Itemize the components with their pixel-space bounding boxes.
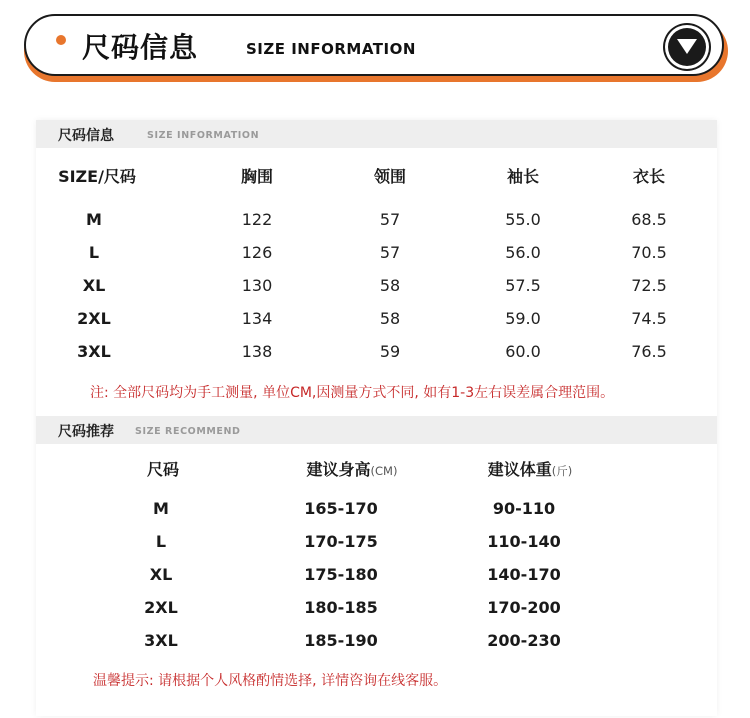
size-recommend-title: 尺码推荐 <box>58 424 114 440</box>
height-unit: (CM) <box>370 464 398 478</box>
size-label: L <box>155 532 167 551</box>
neck-value: 58 <box>379 309 401 328</box>
weight-value: 140-170 <box>487 565 561 584</box>
chest-value: 138 <box>241 342 273 361</box>
weight-value: 110-140 <box>487 532 561 551</box>
table-row <box>36 340 717 364</box>
col-header-height <box>252 458 452 483</box>
col-header-chest: 胸围 <box>240 167 273 186</box>
tip-note: 温馨提示: 请根据个人风格酌情选择, 详情咨询在线客服。 <box>93 673 448 689</box>
size-label: 2XL <box>144 598 178 617</box>
bullet-dot-icon <box>56 35 66 45</box>
sleeve-value: 56.0 <box>505 243 541 262</box>
size-label: M <box>153 499 169 518</box>
table-row <box>36 274 717 298</box>
size-label: XL <box>149 565 173 584</box>
col-header-length: 衣长 <box>632 167 665 186</box>
size-label: 3XL <box>77 342 111 361</box>
table-row <box>36 629 717 653</box>
sleeve-value: 55.0 <box>505 210 541 229</box>
size-label: 2XL <box>77 309 111 328</box>
length-value: 76.5 <box>631 342 667 361</box>
size-info-subtitle: SIZE INFORMATION <box>147 130 260 141</box>
size-label: XL <box>82 276 106 295</box>
height-label: 建议身高 <box>306 460 371 479</box>
length-value: 68.5 <box>631 210 667 229</box>
weight-value: 90-110 <box>492 499 556 518</box>
height-value: 170-175 <box>304 532 378 551</box>
sleeve-value: 60.0 <box>505 342 541 361</box>
chest-value: 130 <box>241 276 273 295</box>
sleeve-value: 57.5 <box>505 276 541 295</box>
length-value: 72.5 <box>631 276 667 295</box>
table-row <box>36 596 717 620</box>
table-row <box>36 530 717 554</box>
page-title: 尺码信息 <box>82 31 199 64</box>
height-value: 165-170 <box>304 499 378 518</box>
neck-value: 57 <box>379 243 401 262</box>
col-header-neck: 领围 <box>373 167 406 186</box>
header-pill <box>24 14 724 76</box>
chest-value: 126 <box>241 243 273 262</box>
neck-value: 57 <box>379 210 401 229</box>
size-info-title: 尺码信息 <box>58 128 114 144</box>
height-value: 180-185 <box>304 598 378 617</box>
table-row <box>36 241 717 265</box>
chest-value: 134 <box>241 309 273 328</box>
length-value: 74.5 <box>631 309 667 328</box>
col-header-size: SIZE/尺码 <box>58 167 136 186</box>
weight-value: 170-200 <box>487 598 561 617</box>
chest-value: 122 <box>241 210 273 229</box>
page-subtitle: SIZE INFORMATION <box>246 40 416 58</box>
collapse-button[interactable] <box>668 28 706 66</box>
col-header-size: 尺码 <box>146 460 179 479</box>
size-recommend-bar <box>36 416 717 444</box>
table-row <box>36 563 717 587</box>
table-header-row <box>36 458 717 482</box>
measurement-note: 注: 全部尺码均为手工测量, 单位CM,因测量方式不同, 如有1-3左右误差属合理范围。 <box>90 385 615 401</box>
size-recommend-subtitle: SIZE RECOMMEND <box>135 426 241 437</box>
page-header <box>24 14 728 84</box>
col-header-weight <box>430 458 630 483</box>
table-row <box>36 307 717 331</box>
height-value: 185-190 <box>304 631 378 650</box>
chevron-down-icon <box>677 39 697 55</box>
table-header-row <box>36 165 717 189</box>
weight-unit: (斤) <box>551 464 573 478</box>
height-value: 175-180 <box>304 565 378 584</box>
size-label: L <box>88 243 100 262</box>
col-header-sleeve: 袖长 <box>506 167 539 186</box>
size-card <box>36 120 717 716</box>
table-row <box>36 497 717 521</box>
weight-value: 200-230 <box>487 631 561 650</box>
size-label: M <box>86 210 102 229</box>
size-info-bar <box>36 120 717 148</box>
size-label: 3XL <box>144 631 178 650</box>
table-row <box>36 208 717 232</box>
neck-value: 58 <box>379 276 401 295</box>
neck-value: 59 <box>379 342 401 361</box>
sleeve-value: 59.0 <box>505 309 541 328</box>
length-value: 70.5 <box>631 243 667 262</box>
weight-label: 建议体重 <box>487 460 552 479</box>
